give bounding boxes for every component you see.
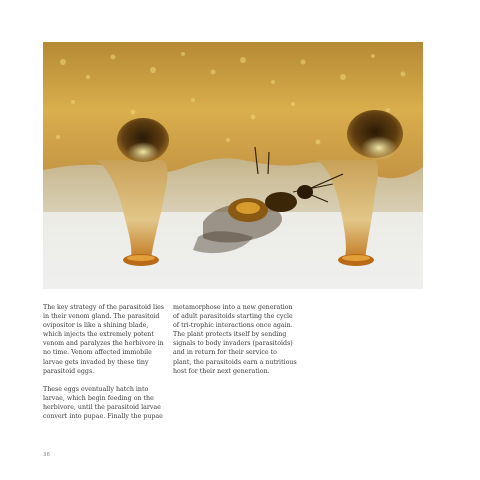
- page-number: 36: [43, 452, 50, 458]
- photo-larva-wasp: [43, 42, 423, 289]
- paragraph: metamorphose into a new generation of adult parasitoids starting the cycle of tri-trophic interactions once again. The plant protects itself by sending signals to body invaders (parasitoids) and in return for their service to plant, the parasitoids earn a nutritious host for their next generation.: [173, 304, 297, 375]
- text-column-2: [173, 303, 297, 385]
- text-column-1: [43, 303, 167, 430]
- paragraph: These eggs eventually hatch into larvae, which begin feeding on the herbivore, until the parasitoid larvae convert into pupae. Finally the pupae: [43, 385, 163, 421]
- paragraph: The key strategy of the parasitoid lies in their venom gland. The parasitoid ovipositor is like a shining blade, which injects the extremely potent venom and paralyzes the herbivore in no time. Venom affected immobile larvae gets invaded by these tiny parasitoid eggs.: [43, 304, 165, 375]
